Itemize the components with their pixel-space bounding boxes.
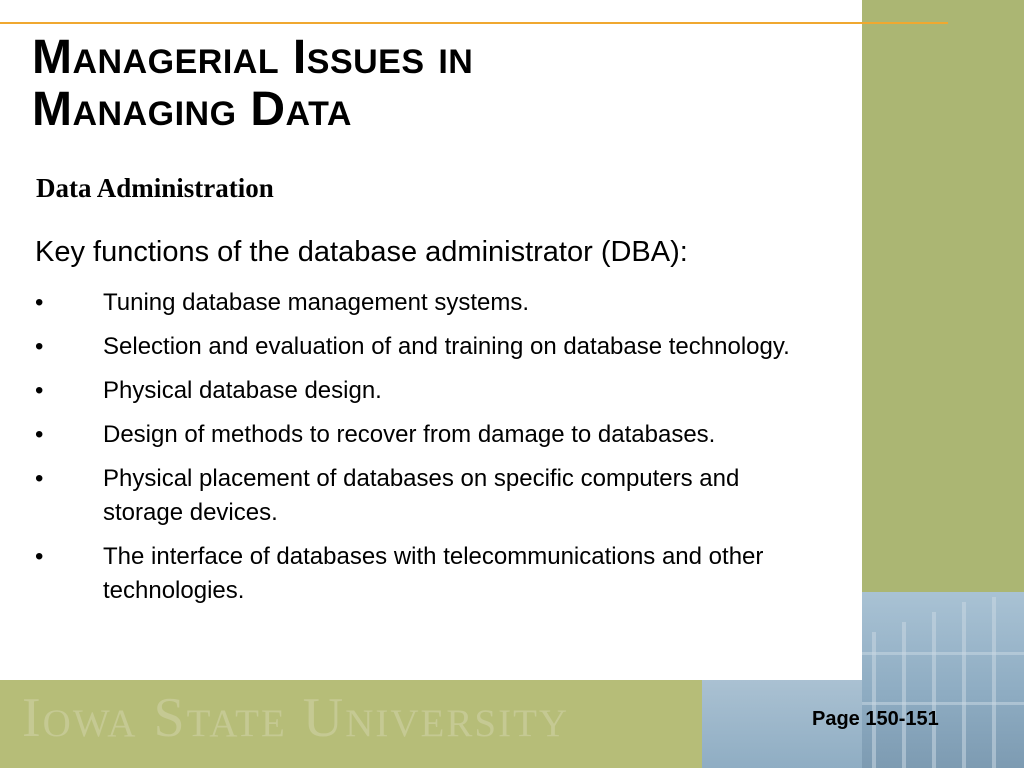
bullet-icon: • bbox=[35, 543, 44, 570]
list-item bbox=[35, 286, 825, 320]
university-watermark: Iowa State University bbox=[22, 687, 570, 749]
bullet-list bbox=[35, 286, 825, 618]
top-accent-rule bbox=[0, 22, 948, 24]
list-item bbox=[35, 540, 825, 608]
intro-text: Key functions of the database administrator (DBA): bbox=[35, 236, 688, 268]
campus-photo bbox=[862, 592, 1024, 768]
bullet-icon: • bbox=[35, 421, 44, 448]
title-line-1: Managerial Issues in bbox=[32, 31, 474, 84]
bullet-text: Tuning database management systems. bbox=[103, 289, 530, 316]
bullet-icon: • bbox=[35, 465, 44, 492]
bullet-icon: • bbox=[35, 333, 44, 360]
side-panel bbox=[862, 0, 1024, 592]
list-item bbox=[35, 374, 825, 408]
bullet-icon: • bbox=[35, 377, 44, 404]
list-item bbox=[35, 418, 825, 452]
list-item bbox=[35, 462, 825, 530]
title-line-2: Managing Data bbox=[32, 83, 352, 136]
list-item bbox=[35, 330, 825, 364]
slide-title bbox=[32, 32, 852, 136]
bullet-text: Physical database design. bbox=[103, 377, 382, 404]
bullet-text: Selection and evaluation of and training on database technology. bbox=[103, 333, 790, 360]
bullet-text: The interface of databases with telecommunications and other technologies. bbox=[103, 543, 764, 604]
bullet-text: Design of methods to recover from damage to databases. bbox=[103, 421, 716, 448]
section-subtitle: Data Administration bbox=[36, 173, 274, 203]
bullet-icon: • bbox=[35, 289, 44, 316]
page-reference: Page 150-151 bbox=[812, 708, 939, 730]
bullet-text: Physical placement of databases on specific computers and storage devices. bbox=[103, 465, 740, 526]
